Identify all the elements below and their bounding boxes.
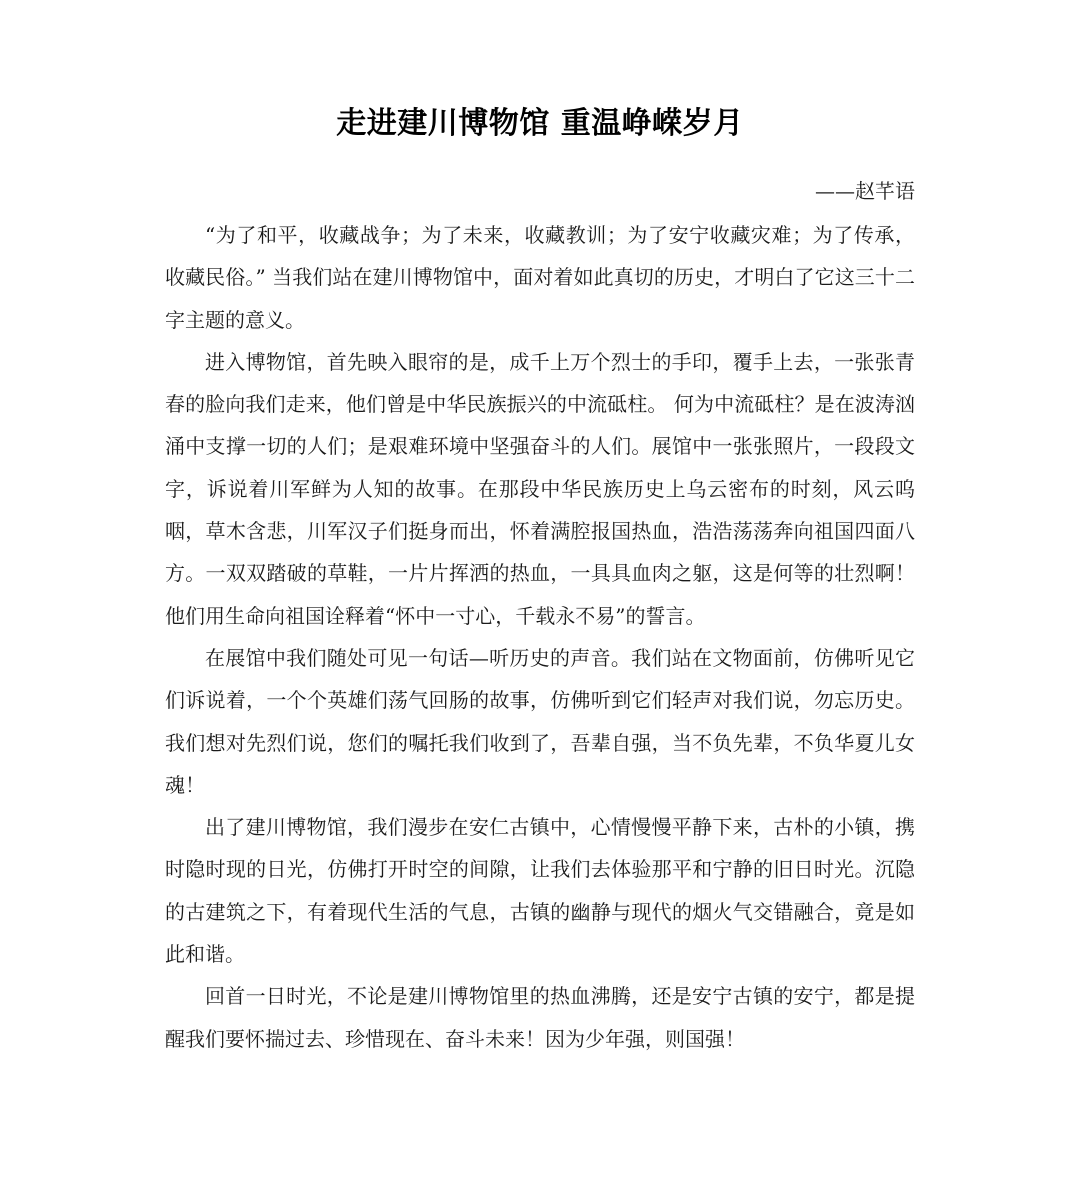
document-title: 走进建川博物馆 重温峥嵘岁月 bbox=[336, 106, 744, 141]
paragraph-1: “为了和平，收藏战争；为了未来，收藏教训；为了安宁收藏灾难；为了传承，收藏民俗。” 当我们站在建川博物馆中，面对着如此真切的历史，才明白了它这三十二字主题的意义。 bbox=[165, 223, 915, 332]
paragraph-2: 进入博物馆，首先映入眼帘的是，成千上万个烈士的手印，覆手上去，一张张青春的脸向我们走来，他们曾是中华民族振兴的中流砥柱。 何为中流砥柱？是在波涛汹涌中支撑一切的人们；是艰难环境中坚强奋斗的人们。展馆中一张张照片，一段段文字，诉说着川军鲜为人知的故事。在那段中华民族历史上乌云密布的时刻，风云呜咽，草木含悲，川军汉子们挺身而出，怀着满腔报国热血，浩浩荡荡奔向祖国四面八方。一双双踏破的草鞋，一片片挥洒的热血，一具具血肉之躯，这是何等的壮烈啊！他们用生命向祖国诠释着“怀中一寸心，千载永不易”的誓言。 bbox=[165, 349, 915, 628]
author-line: ——赵芊语 bbox=[815, 179, 915, 203]
document-body bbox=[165, 214, 915, 1060]
paragraph-3: 在展馆中我们随处可见一句话—听历史的声音。我们站在文物面前，仿佛听见它们诉说着，一个个英雄们荡气回肠的故事，仿佛听到它们轻声对我们说，勿忘历史。我们想对先烈们说，您们的嘱托我们收到了，吾辈自强，当不负先辈，不负华夏儿女魂！ bbox=[165, 645, 915, 797]
paragraph-5: 回首一日时光，不论是建川博物馆里的热血沸腾，还是安宁古镇的安宁，都是提醒我们要怀揣过去、珍惜现在、奋斗未来！因为少年强，则国强！ bbox=[165, 984, 915, 1051]
paragraph-4: 出了建川博物馆，我们漫步在安仁古镇中，心情慢慢平静下来，古朴的小镇，携时隐时现的日光，仿佛打开时空的间隙，让我们去体验那平和宁静的旧日时光。沉隐的古建筑之下，有着现代生活的气息，古镇的幽静与现代的烟火气交错融合，竟是如此和谐。 bbox=[165, 815, 915, 967]
